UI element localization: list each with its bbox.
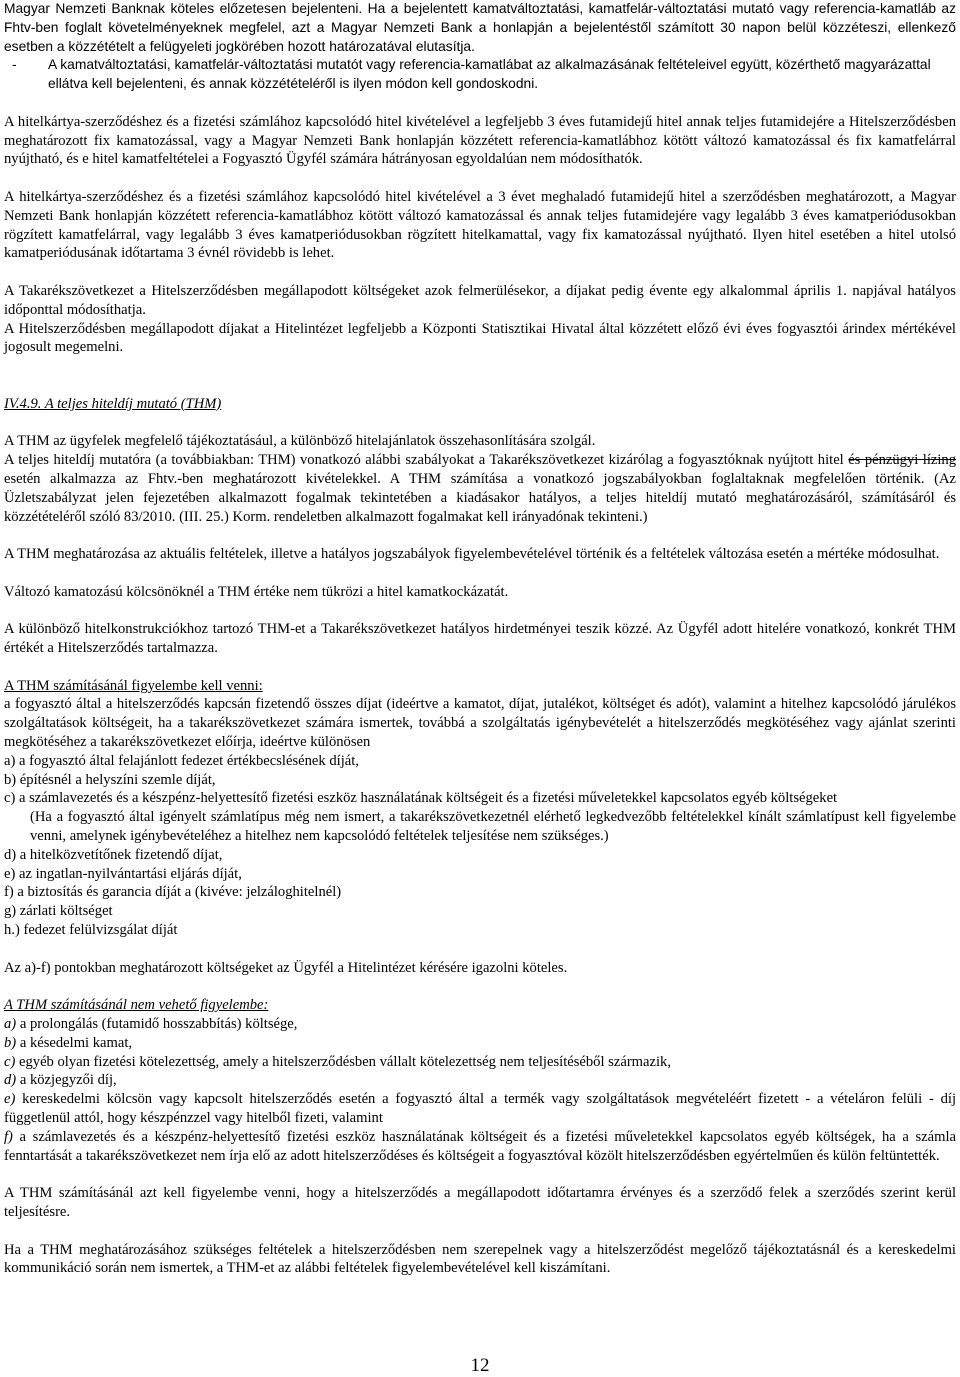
- considered-intro: a fogyasztó által a hitelszerződés kapcsán fizetendő összes díjat (ideértve a kamatot, díjat, jutalékot, költséget és adót), valamint a hitelhez kapcsolódó járulékos szolgáltatások költségeit, ha a takarékszövetkezet számára ismertek, továbbá a szolgáltatás igénybevételét a hitelszerződés megkötéséhez vagy ajánlat szerinti megkötéséhez a takarékszövetkezet előírja, ideértve különösen: [4, 696, 956, 751]
- closing-paragraph-2: Ha a THM meghatározásához szükséges feltételek a hitelszerződésben nem szerepelnek vagy a hitelszerződést megelőző tájékoztatásnál és a kereskedelmi kommunikáció során nem ismertek, a THM-et az alábbi feltételek figyelembevételével kell kiszámítani.: [4, 1241, 956, 1277]
- paragraph-long-term-loans: A hitelkártya-szerződéshez és a fizetési számlához kapcsolódó hitel kivételével a 3 évet meghaladó futamidejű hitel a szerződésben meghatározott, a Magyar Nemzeti Bank honlapján közzétett referencia-kamatlábhoz kötött változó kamatozással és annak teljes futamidejére vagy legalább 3 éves kamatperiódusokban rögzített kamatfelárral, vagy legalább 3 éves kamatperiódusokban rögzített hitelkamattal, vagy fix kamatozással nyújtható. Ilyen hitel esetében a hitel utolsó kamatperiódusának időtartama 3 évnél rövidebb is lehet.: [4, 188, 956, 262]
- thm-variable-rate: Változó kamatozású kölcsönöknél a THM értéke nem tükrözi a hitel kamatkockázatát.: [4, 583, 509, 600]
- paragraph-fee-increase: A Hitelszerződésben megállapodott díjakat a Hitelintézet legfeljebb a Központi Statisztikai Hivatal által közzétett előző évi éves fogyasztói árindex mértékével jogosult megemelni.: [4, 320, 956, 356]
- paragraph-short-term-loans: A hitelkártya-szerződéshez és a fizetési számlához kapcsolódó hitel kivételével a legfeljebb 3 éves futamidejű hitel annak teljes futamidejére a Hitelszerződésben meghatározott fix kamatozással, vagy a Magyar Nemzeti Bank honlapján közzétett referencia-kamatlábhoz kötött változó kamatozással és fix kamatfelárral nyújtható, és e hitel kamatfeltételei a Fogyasztó Ügyfél számára hátrányosan egyoldalúan nem módosíthatók.: [4, 113, 956, 168]
- considered-item-f: f) a biztosítás és garancia díját a (kivéve: jelzáloghitelnél): [4, 884, 342, 901]
- considered-item-d: d) a hitelközvetítőnek fizetendő díjat,: [4, 846, 223, 863]
- considered-item-e: e) az ingatlan-nyilvántartási eljárás díját,: [4, 865, 242, 882]
- page-number: 12: [470, 1355, 490, 1376]
- document-page: [4, 0, 956, 1278]
- intro-paragraph: Magyar Nemzeti Banknak köteles előzetesen bejelenteni. Ha a bejelentett kamatváltoztatási, kamatfelár-változtatási mutató vagy referencia-kamatláb az Fhtv-ben foglalt követelményeknek megfelel, azt a Magyar Nemzeti Bank a honlapján a bejelentéstől számított 30 napon belül közzéteszi, ellenkező esetben a közzétételt a felügyeleti jogkörében hozott határozatával elutasítja.: [4, 1, 956, 54]
- not-considered-item-b: b) a késedelmi kamat,: [4, 1034, 133, 1051]
- bullet-text: A kamatváltoztatási, kamatfelár-változtatási mutatót vagy referencia-kamatlábat az alkalmazásának feltételeivel együtt, közérthető magyarázattal ellátva kell bejelenteni, és annak közzétételéről is ilyen módon kell gondoskodni.: [48, 57, 931, 92]
- section-heading: [4, 395, 956, 414]
- considered-note: (Ha a fogyasztó által igényelt számlatípus még nem ismert, a takarékszövetkezetnél elérhető legkedvezőbb feltételekkel kínált számlatípust kell figyelembe venni, amelynek igénybevételéhez a hitelhez nem kapcsolódó feltételek teljesítése nem szükséges.): [30, 809, 956, 845]
- not-considered-item-f: f) a számlavezetés és a készpénz-helyettesítő fizetési eszköz használatának költségeit és a fizetési műveletekkel kapcsolatos egyéb költségek, ha a számla fenntartását a takarékszövetkezet nem írja elő az adott hitelszerződéses és költségeit a fogyasztóval közölt hitelszerződésben egyértelműen és külön feltüntették.: [4, 1128, 956, 1164]
- thm-intro: A THM az ügyfelek megfelelő tájékoztatásául, a különböző hitelajánlatok összehasonlítására szolgál.: [4, 433, 596, 450]
- thm-determination: A THM meghatározása az aktuális feltételek, illetve a hatályos jogszabályok figyelembevételével történik és a feltételek változása esetén a mértéke módosulhat.: [4, 546, 940, 563]
- considered-item-c: c) a számlavezetés és a készpénz-helyettesítő fizetési eszköz használatának költségeit és a fizetési műveletekkel kapcsolatos egyéb költségeket: [4, 790, 838, 807]
- considered-item-a: a) a fogyasztó által felajánlott fedezet értékbecslésének díját,: [4, 752, 359, 769]
- considered-heading: A THM számításánál figyelembe kell venni:: [4, 677, 263, 694]
- considered-item-h: h.) fedezet felülvizsgálat díját: [4, 922, 178, 939]
- not-considered-item-d: d) a közjegyzői díj,: [4, 1072, 117, 1089]
- thm-rules: [4, 451, 956, 526]
- bullet-dash: -: [12, 57, 17, 73]
- thm-rules-end: esetén alkalmazza az Fhtv.-ben meghatározott kivételekkel. A THM számítása a vonatkozó jogszabályokban foglaltaknak megfelelően történik. (Az Üzletszabályzat jelen fejezetében alkalmazott fogalmak tekintetében a kiadásakor hatályos, a teljes hiteldíj mutató meghatározásáról, számításáról és közzétételéről szóló 83/2010. (III. 25.) Korm. rendeletben alkalmazott fogalmakat kell irányadónak tekinteni.): [4, 470, 956, 525]
- thm-rules-strikethrough: és pénzügyi lízing: [848, 452, 957, 469]
- section-number: IV.4.9.: [4, 395, 42, 412]
- thm-rules-start: A teljes hiteldíj mutatóra (a továbbiakban: THM) vonatkozó alábbi szabályokat a Takarékszövetkezet kizárólag a fogyasztóknak nyújtott hitel: [4, 452, 849, 469]
- considered-item-g: g) zárlati költséget: [4, 903, 113, 920]
- not-considered-heading: A THM számításánál nem vehető figyelembe:: [4, 997, 269, 1014]
- section-title: A teljes hiteldíj mutató (THM): [44, 395, 222, 412]
- considered-certify: Az a)-f) pontokban meghatározott költségeket az Ügyfél a Hitelintézet kérésére igazolni köteles.: [4, 959, 568, 976]
- considered-item-b: b) építésnél a helyszíni szemle díját,: [4, 771, 216, 788]
- bullet-item: [4, 56, 956, 94]
- paragraph-cost-modification: A Takarékszövetkezet a Hitelszerződésben megállapodott költségeket azok felmerülésekor, a díjakat pedig évente egy alkalommal április 1. napjával hatályos időponttal módosíthatja.: [4, 282, 956, 318]
- closing-paragraph-1: A THM számításánál azt kell figyelembe venni, hogy a hitelszerződés a megállapodott időtartamra érvényes és a szerződő felek a szerződés szerint kerül teljesítésre.: [4, 1185, 956, 1220]
- not-considered-item-e: e) kereskedelmi kölcsön vagy kapcsolt hitelszerződés esetén a fogyasztó által a termék vagy szolgáltatások megvételéért fizetett - a vételáron felüli - díj függetlenül attól, hogy készpénzzel vagy hitelből fizeti, valamint: [4, 1091, 956, 1127]
- not-considered-item-a: a) a prolongálás (futamidő hosszabbítás) költsége,: [4, 1016, 298, 1033]
- not-considered-item-c: c) egyéb olyan fizetési kötelezettség, amely a hitelszerződésben vállalt kötelezettség nem teljesítéséből származik,: [4, 1053, 671, 1070]
- thm-constructions: A különböző hitelkonstrukciókhoz tartozó THM-et a Takarékszövetkezet hatályos hirdetményei teszik közzé. Az Ügyfél adott hitelére vonatkozó, konkrét THM értékét a Hitelszerződés tartalmazza.: [4, 621, 956, 657]
